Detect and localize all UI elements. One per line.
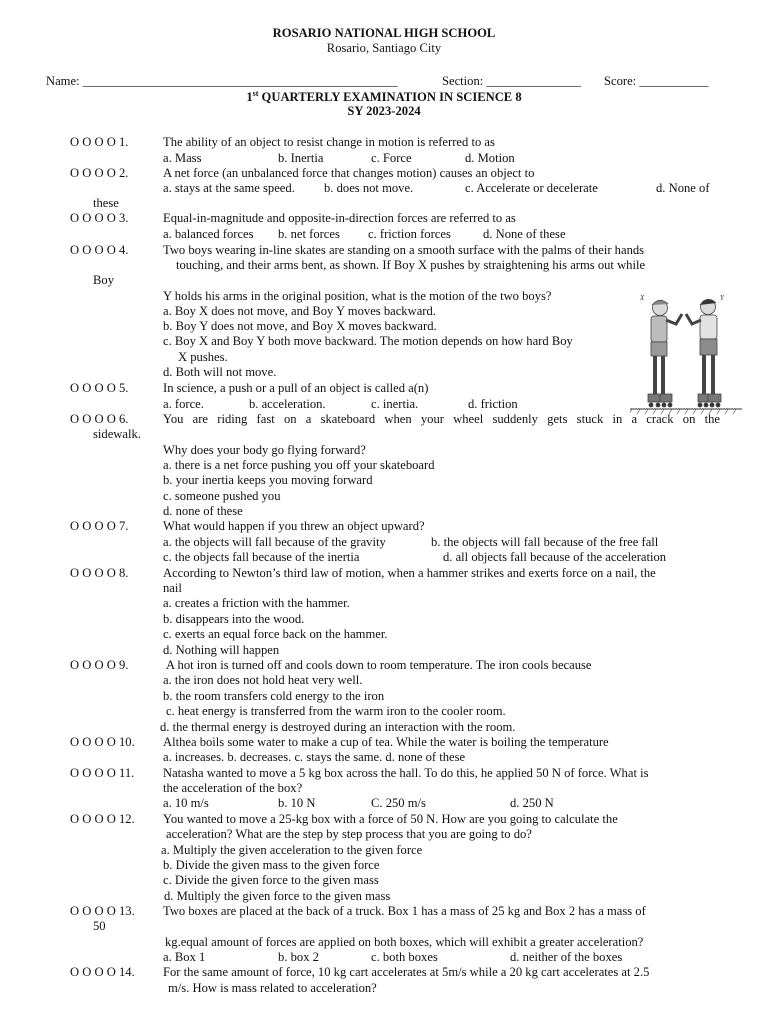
choice[interactable]: c. friction forces xyxy=(368,227,451,241)
choice[interactable]: b. does not move. xyxy=(324,181,414,195)
question-text: The ability of an object to resist change in motion is referred to as xyxy=(163,135,495,149)
choice: X pushes. xyxy=(178,350,228,364)
question-text: You are riding fast on a skateboard when your wheel suddenly gets stuck in a crack on the xyxy=(163,412,720,426)
question-text: Y holds his arms in the original position, what is the motion of the two boys? xyxy=(163,289,552,303)
choice[interactable]: c. both boxes xyxy=(371,950,438,964)
choice[interactable]: c. exerts an equal force back on the hammer. xyxy=(163,627,388,641)
answer-bubbles[interactable]: O O O O 13. xyxy=(70,904,135,918)
choice[interactable]: d. Motion xyxy=(465,151,515,165)
answer-bubbles[interactable]: O O O O 7. xyxy=(70,519,129,533)
choice[interactable]: a. increases. b. decreases. c. stays the same. d. none of these xyxy=(163,750,466,764)
choice[interactable]: a. force. xyxy=(163,397,204,411)
question-text: Equal-in-magnitude and opposite-in-direction forces are referred to as xyxy=(163,211,516,225)
choice[interactable]: d. none of these xyxy=(163,504,243,518)
choice[interactable]: a. Box 1 xyxy=(163,950,206,964)
choice[interactable]: d. None of these xyxy=(483,227,566,241)
choice[interactable]: a. 10 m/s xyxy=(163,796,209,810)
question-text: sidewalk. xyxy=(93,427,141,441)
question-text: Boy xyxy=(93,273,114,287)
choice[interactable]: c. Divide the given force to the given mass xyxy=(163,873,379,887)
choice[interactable]: a. the objects will fall because of the gravity xyxy=(163,535,386,549)
choice[interactable]: a. stays at the same speed. xyxy=(163,181,295,195)
choice[interactable]: d. all objects fall because of the acceleration xyxy=(443,550,667,564)
question-text: A net force (an unbalanced force that changes motion) causes an object to xyxy=(163,166,535,180)
choice[interactable]: b. 10 N xyxy=(278,796,316,810)
question-text: In science, a push or a pull of an object is called a(n) xyxy=(163,381,429,395)
question-text: Two boys wearing in-line skates are standing on a smooth surface with the palms of their hands xyxy=(163,243,645,257)
name-field[interactable]: Name: __________________________________________________ xyxy=(46,74,398,88)
choice[interactable]: b. net forces xyxy=(278,227,340,241)
choice[interactable]: b. the room transfers cold energy to the iron xyxy=(163,689,385,703)
choice[interactable]: b. disappears into the wood. xyxy=(163,612,305,626)
choice[interactable]: d. neither of the boxes xyxy=(510,950,623,964)
choice[interactable]: d. Both will not move. xyxy=(163,365,277,379)
boy-y-icon xyxy=(686,299,721,407)
answer-bubbles[interactable]: O O O O 1. xyxy=(70,135,129,149)
choice[interactable]: c. Accelerate or decelerate xyxy=(465,181,598,195)
choice[interactable]: a. Multiply the given acceleration to the given force xyxy=(161,843,423,857)
two-boys-figure xyxy=(630,290,742,420)
choice[interactable]: a. the iron does not hold heat very well. xyxy=(163,673,363,687)
choice[interactable]: c. Force xyxy=(371,151,412,165)
boy-x-icon xyxy=(648,300,682,407)
answer-bubbles[interactable]: O O O O 4. xyxy=(70,243,129,257)
question-text: You wanted to move a 25-kg box with a force of 50 N. How are you going to calculate the xyxy=(163,812,618,826)
answer-bubbles[interactable]: O O O O 9. xyxy=(70,658,129,672)
answer-bubbles[interactable]: O O O O 10. xyxy=(70,735,135,749)
question-text: Why does your body go flying forward? xyxy=(163,443,366,457)
question-text: According to Newton’s third law of motion, when a hammer strikes and exerts force on a nail, the xyxy=(163,566,656,580)
choice[interactable]: b. acceleration. xyxy=(249,397,326,411)
choice-wrap: these xyxy=(93,196,119,210)
choice[interactable]: c. Boy X and Boy Y both move backward. The motion depends on how hard Boy xyxy=(163,334,573,348)
question-text: nail xyxy=(163,581,182,595)
choice[interactable]: a. balanced forces xyxy=(163,227,254,241)
answer-bubbles[interactable]: O O O O 3. xyxy=(70,211,129,225)
school-name: ROSARIO NATIONAL HIGH SCHOOL xyxy=(272,26,496,40)
answer-bubbles[interactable]: O O O O 8. xyxy=(70,566,129,580)
score-field[interactable]: Score: ___________ xyxy=(604,74,709,88)
choice[interactable]: b. Inertia xyxy=(278,151,324,165)
choice[interactable]: b. the objects will fall because of the free fall xyxy=(431,535,659,549)
choice[interactable]: c. heat energy is transferred from the warm iron to the cooler room. xyxy=(166,704,506,718)
choice[interactable]: d. 250 N xyxy=(510,796,554,810)
choice[interactable]: a. creates a friction with the hammer. xyxy=(163,596,350,610)
question-text: the acceleration of the box? xyxy=(163,781,303,795)
choice[interactable]: b. box 2 xyxy=(278,950,319,964)
question-text: A hot iron is turned off and cools down to room temperature. The iron cools because xyxy=(166,658,592,672)
choice[interactable]: c. someone pushed you xyxy=(163,489,281,503)
question-text: kg.equal amount of forces are applied on both boxes, which will exhibit a greater acceleration? xyxy=(165,935,644,949)
choice[interactable]: b. Divide the given mass to the given force xyxy=(163,858,380,872)
boy-x-label: X xyxy=(640,294,645,302)
choice[interactable]: b. Boy Y does not move, and Boy X moves backward. xyxy=(163,319,437,333)
answer-bubbles[interactable]: O O O O 5. xyxy=(70,381,129,395)
question-text: Two boxes are placed at the back of a truck. Box 1 has a mass of 25 kg and Box 2 has a mass of xyxy=(163,904,646,918)
choice[interactable]: d. Nothing will happen xyxy=(163,643,280,657)
question-text: touching, and their arms bent, as shown. If Boy X pushes by straightening his arms out while xyxy=(176,258,646,272)
question-text: 50 xyxy=(93,919,106,933)
choice[interactable]: d. friction xyxy=(468,397,518,411)
choice[interactable]: c. inertia. xyxy=(371,397,419,411)
question-text: acceleration? What are the step by step process that you are going to do? xyxy=(166,827,532,841)
question-text: For the same amount of force, 10 kg cart accelerates at 5m/s while a 20 kg cart accelerates at 2.5 xyxy=(163,965,650,979)
answer-bubbles[interactable]: O O O O 2. xyxy=(70,166,129,180)
school-year: SY 2023-2024 xyxy=(347,104,421,118)
choice[interactable]: c. the objects fall because of the inertia xyxy=(163,550,360,564)
answer-bubbles[interactable]: O O O O 12. xyxy=(70,812,135,826)
choice[interactable]: a. there is a net force pushing you off your skateboard xyxy=(163,458,435,472)
answer-bubbles[interactable]: O O O O 6. xyxy=(70,412,129,426)
question-text: What would happen if you threw an object upward? xyxy=(163,519,425,533)
choice[interactable]: d. the thermal energy is destroyed during an interaction with the room. xyxy=(160,720,516,734)
answer-bubbles[interactable]: O O O O 14. xyxy=(70,965,135,979)
choice[interactable]: b. your inertia keeps you moving forward xyxy=(163,473,373,487)
question-text: m/s. How is mass related to acceleration? xyxy=(168,981,377,995)
choice[interactable]: a. Boy X does not move, and Boy Y moves backward. xyxy=(163,304,436,318)
answer-bubbles[interactable]: O O O O 11. xyxy=(70,766,135,780)
question-text: Althea boils some water to make a cup of tea. While the water is boiling the temperature xyxy=(163,735,609,749)
exam-title: 1st QUARTERLY EXAMINATION IN SCIENCE 8 xyxy=(246,89,522,105)
question-text: Natasha wanted to move a 5 kg box across the hall. To do this, he applied 50 N of force. What is xyxy=(163,766,649,780)
choice[interactable]: C. 250 m/s xyxy=(371,796,426,810)
choice[interactable]: d. None of xyxy=(656,181,710,195)
school-address: Rosario, Santiago City xyxy=(326,41,442,55)
choice[interactable]: a. Mass xyxy=(163,151,202,165)
boy-y-label: Y xyxy=(720,294,724,302)
choice[interactable]: d. Multiply the given force to the given mass xyxy=(164,889,391,903)
section-field[interactable]: Section: _______________ xyxy=(442,74,581,88)
